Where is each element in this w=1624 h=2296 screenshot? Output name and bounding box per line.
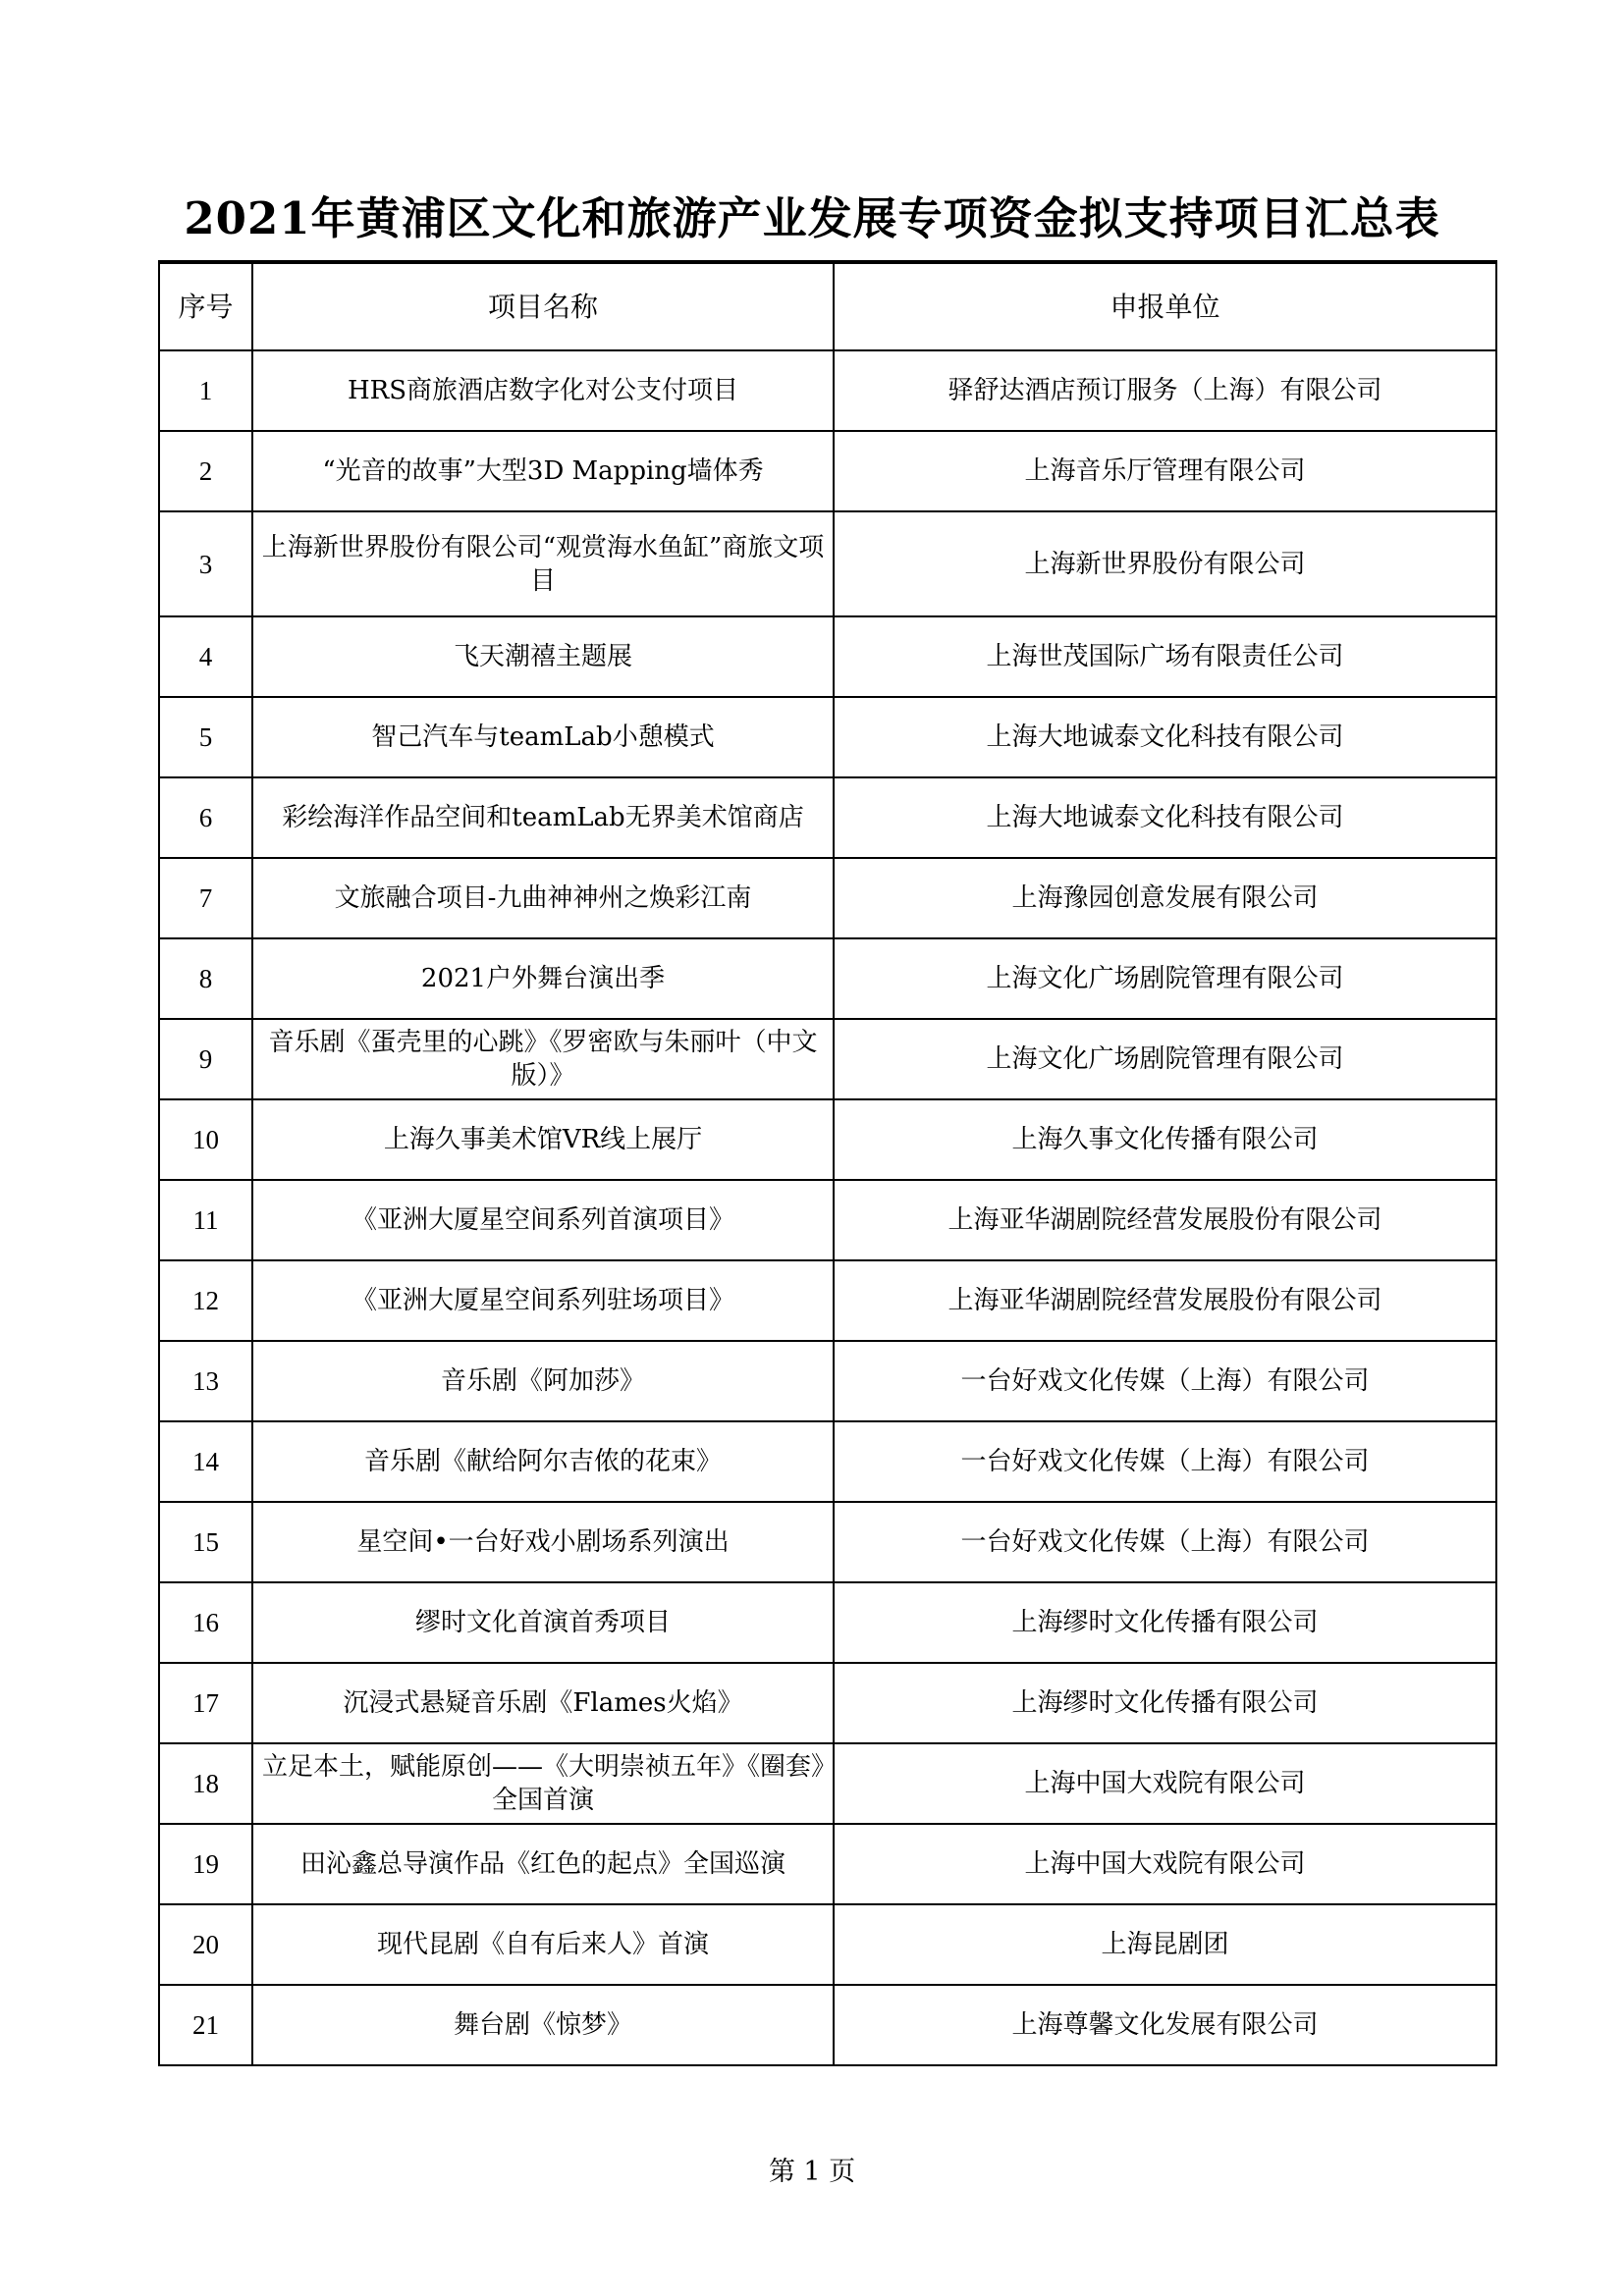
applicant-unit-cell: 上海新世界股份有限公司 [834, 511, 1496, 616]
applicant-unit-cell: 上海豫园创意发展有限公司 [834, 858, 1496, 938]
table-row [159, 1180, 1496, 1260]
row-number: 1 [159, 350, 252, 431]
header-applicant-unit: 申报单位 [834, 262, 1496, 350]
row-number: 16 [159, 1582, 252, 1663]
project-name-cell: 缪时文化首演首秀项目 [252, 1582, 834, 1663]
project-summary-table [158, 260, 1497, 2066]
project-name-cell: 音乐剧《蛋壳里的心跳》《罗密欧与朱丽叶（中文版）》 [252, 1019, 834, 1099]
project-name-cell: 星空间•一台好戏小剧场系列演出 [252, 1502, 834, 1582]
row-number: 15 [159, 1502, 252, 1582]
header-serial-number: 序号 [159, 262, 252, 350]
table-row [159, 1260, 1496, 1341]
applicant-unit-cell: 上海文化广场剧院管理有限公司 [834, 938, 1496, 1019]
table-row [159, 1582, 1496, 1663]
applicant-unit-cell: 驿舒达酒店预订服务（上海）有限公司 [834, 350, 1496, 431]
row-number: 19 [159, 1824, 252, 1904]
applicant-unit-cell: 一台好戏文化传媒（上海）有限公司 [834, 1502, 1496, 1582]
applicant-unit-cell: 上海中国大戏院有限公司 [834, 1824, 1496, 1904]
page-number: 第 1 页 [768, 2157, 856, 2187]
table-row [159, 777, 1496, 858]
project-name-cell: 现代昆剧《自有后来人》首演 [252, 1904, 834, 1985]
row-number: 18 [159, 1743, 252, 1824]
project-name-cell: 文旅融合项目-九曲神神州之焕彩江南 [252, 858, 834, 938]
table-row [159, 1985, 1496, 2065]
page-title: 2021年黄浦区文化和旅游产业发展专项资金拟支持项目汇总表 [184, 192, 1440, 244]
project-name-cell: 《亚洲大厦星空间系列首演项目》 [252, 1180, 834, 1260]
row-number: 14 [159, 1421, 252, 1502]
row-number: 9 [159, 1019, 252, 1099]
project-name-cell: “光音的故事”大型3D Mapping墙体秀 [252, 431, 834, 511]
applicant-unit-cell: 上海亚华湖剧院经营发展股份有限公司 [834, 1260, 1496, 1341]
row-number: 8 [159, 938, 252, 1019]
table-row [159, 938, 1496, 1019]
table-row [159, 1663, 1496, 1743]
row-number: 5 [159, 697, 252, 777]
table-row [159, 1421, 1496, 1502]
table-row [159, 616, 1496, 697]
project-name-cell: 音乐剧《阿加莎》 [252, 1341, 834, 1421]
table-row [159, 1341, 1496, 1421]
row-number: 13 [159, 1341, 252, 1421]
row-number: 6 [159, 777, 252, 858]
applicant-unit-cell: 上海亚华湖剧院经营发展股份有限公司 [834, 1180, 1496, 1260]
project-name-cell: 立足本土，赋能原创——《大明崇祯五年》《圈套》全国首演 [252, 1743, 834, 1824]
row-number: 21 [159, 1985, 252, 2065]
row-number: 3 [159, 511, 252, 616]
table-row [159, 1502, 1496, 1582]
row-number: 2 [159, 431, 252, 511]
table-row [159, 350, 1496, 431]
table-row [159, 1904, 1496, 1985]
applicant-unit-cell: 上海中国大戏院有限公司 [834, 1743, 1496, 1824]
project-name-cell: HRS商旅酒店数字化对公支付项目 [252, 350, 834, 431]
applicant-unit-cell: 上海大地诚泰文化科技有限公司 [834, 777, 1496, 858]
applicant-unit-cell: 上海音乐厅管理有限公司 [834, 431, 1496, 511]
applicant-unit-cell: 一台好戏文化传媒（上海）有限公司 [834, 1341, 1496, 1421]
row-number: 17 [159, 1663, 252, 1743]
project-name-cell: 沉浸式悬疑音乐剧《Flames火焰》 [252, 1663, 834, 1743]
table-row [159, 1743, 1496, 1824]
project-name-cell: 上海新世界股份有限公司“观赏海水鱼缸”商旅文项目 [252, 511, 834, 616]
project-name-cell: 2021户外舞台演出季 [252, 938, 834, 1019]
table-row [159, 511, 1496, 616]
applicant-unit-cell: 一台好戏文化传媒（上海）有限公司 [834, 1421, 1496, 1502]
header-project-name: 项目名称 [252, 262, 834, 350]
table-row [159, 858, 1496, 938]
table-row [159, 1019, 1496, 1099]
project-name-cell: 飞天潮禧主题展 [252, 616, 834, 697]
applicant-unit-cell: 上海缪时文化传播有限公司 [834, 1582, 1496, 1663]
project-name-cell: 上海久事美术馆VR线上展厅 [252, 1099, 834, 1180]
row-number: 20 [159, 1904, 252, 1985]
applicant-unit-cell: 上海缪时文化传播有限公司 [834, 1663, 1496, 1743]
row-number: 7 [159, 858, 252, 938]
project-name-cell: 彩绘海洋作品空间和teamLab无界美术馆商店 [252, 777, 834, 858]
project-name-cell: 音乐剧《献给阿尔吉侬的花束》 [252, 1421, 834, 1502]
row-number: 10 [159, 1099, 252, 1180]
row-number: 12 [159, 1260, 252, 1341]
row-number: 11 [159, 1180, 252, 1260]
project-name-cell: 《亚洲大厦星空间系列驻场项目》 [252, 1260, 834, 1341]
applicant-unit-cell: 上海久事文化传播有限公司 [834, 1099, 1496, 1180]
project-name-cell: 智己汽车与teamLab小憩模式 [252, 697, 834, 777]
table-row [159, 1824, 1496, 1904]
table-row [159, 697, 1496, 777]
project-name-cell: 舞台剧《惊梦》 [252, 1985, 834, 2065]
applicant-unit-cell: 上海世茂国际广场有限责任公司 [834, 616, 1496, 697]
row-number: 4 [159, 616, 252, 697]
applicant-unit-cell: 上海昆剧团 [834, 1904, 1496, 1985]
applicant-unit-cell: 上海文化广场剧院管理有限公司 [834, 1019, 1496, 1099]
applicant-unit-cell: 上海尊馨文化发展有限公司 [834, 1985, 1496, 2065]
table-row [159, 1099, 1496, 1180]
table-row [159, 431, 1496, 511]
project-name-cell: 田沁鑫总导演作品《红色的起点》全国巡演 [252, 1824, 834, 1904]
applicant-unit-cell: 上海大地诚泰文化科技有限公司 [834, 697, 1496, 777]
table-header-row [159, 262, 1496, 350]
